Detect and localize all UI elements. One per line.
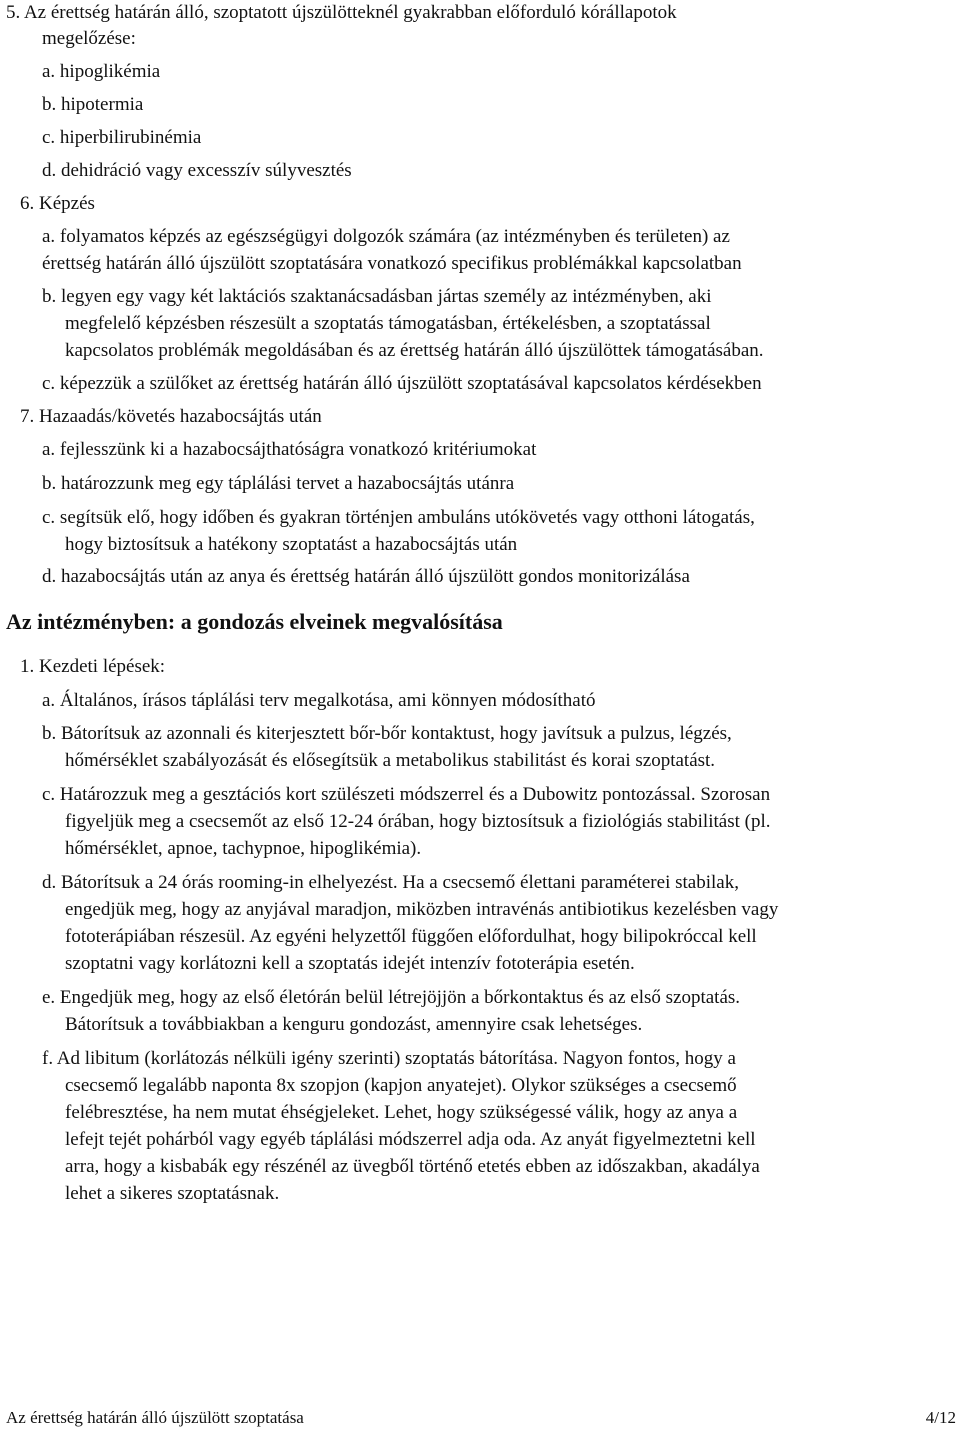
text-line: b. Bátorítsuk az azonnali és kiterjesztett bőr-bőr kontaktust, hogy javítsuk a pulzus, légzés, bbox=[42, 723, 732, 744]
text-line: figyeljük meg a csecsemőt az első 12-24 órában, hogy biztosítsuk a fiziológiás stabilitást (pl. bbox=[65, 811, 771, 832]
text-line: c. Határozzuk meg a gesztációs kort szülészeti módszerrel és a Dubowitz pontozással. Szorosan bbox=[42, 784, 771, 805]
text-line: 5. Az érettség határán álló, szoptatott újszülötteknél gyakrabban előforduló kórállapotok bbox=[6, 2, 677, 23]
text-line: csecsemő legalább naponta 8x szopjon (kapjon anyatejet). Olykor szükséges a csecsemő bbox=[65, 1075, 737, 1096]
text-line: d. hazabocsájtás után az anya és érettség határán álló újszülött gondos monitorizálása bbox=[42, 566, 690, 587]
text-line: c. segítsük elő, hogy időben és gyakran történjen ambuláns utókövetés vagy otthoni látogatás, bbox=[42, 507, 755, 528]
text-line: b. határozzunk meg egy táplálási tervet a hazabocsájtás utánra bbox=[42, 473, 515, 494]
text-line: megfelelő képzésben részesült a szoptatás támogatásban, értékelésben, a szoptatással bbox=[65, 313, 711, 334]
text-line: a. fejlesszünk ki a hazabocsájthatóságra vonatkozó kritériumokat bbox=[42, 439, 537, 460]
section-heading: 1. Kezdeti lépések: bbox=[20, 656, 166, 677]
text-line: f. Ad libitum (korlátozás nélküli igény szerinti) szoptatás bátorítása. Nagyon fontos, hogy a bbox=[42, 1048, 736, 1069]
text-line: lefejt tejét pohárból vagy egyéb táplálási módszerrel adja oda. Az anyát figyelmeztetni kell bbox=[65, 1129, 756, 1150]
text-line: d. Bátorítsuk a 24 órás rooming-in elhelyezést. Ha a csecsemő élettani paraméterei stabilak, bbox=[42, 872, 739, 893]
text-line: hőmérséklet szabályozását és elősegítsük a metabolikus stabilitást és korai szoptatást. bbox=[65, 750, 716, 771]
text-line: lehet a sikeres szoptatásnak. bbox=[65, 1183, 280, 1204]
text-line: b. hipotermia bbox=[42, 94, 144, 115]
text-line: hogy biztosítsuk a hatékony szoptatást a hazabocsájtás után bbox=[65, 534, 518, 555]
section-heading: 6. Képzés bbox=[20, 193, 95, 214]
text-line: a. folyamatos képzés az egészségügyi dolgozók számára (az intézményben és területen) az bbox=[42, 226, 730, 247]
text-line: e. Engedjük meg, hogy az első életórán belül létrejöjjön a bőrkontaktus és az első szoptatás. bbox=[42, 987, 741, 1008]
text-line: szoptatni vagy korlátozni kell a szoptatás idejét intenzív fototerápia esetén. bbox=[65, 953, 635, 974]
main-heading: Az intézményben: a gondozás elveinek megvalósítása bbox=[6, 609, 503, 634]
text-line: arra, hogy a kisbabák egy részénél az üvegből történő etetés ebben az időszakban, akadálya bbox=[65, 1156, 760, 1177]
text-line: a. Általános, írásos táplálási terv megalkotása, ami könnyen módosítható bbox=[42, 690, 596, 711]
text-line: fototerápiában részesül. Az egyéni helyzettől függően előfordulhat, hogy bilipokróccal kell bbox=[65, 926, 757, 947]
footer-title: Az érettség határán álló újszülött szoptatása bbox=[6, 1408, 304, 1427]
text-line: érettség határán álló újszülött szoptatására vonatkozó specifikus problémákkal kapcsolatban bbox=[42, 253, 742, 274]
text-line: c. hiperbilirubinémia bbox=[42, 127, 202, 148]
text-line: kapcsolatos problémák megoldásában és az érettség határán álló újszülöttek támogatásában. bbox=[65, 340, 764, 361]
text-line: engedjük meg, hogy az anyjával maradjon, miközben intravénás antibiotikus kezelésben vagy bbox=[65, 899, 779, 920]
text-line: d. dehidráció vagy excesszív súlyvesztés bbox=[42, 160, 352, 181]
text-line: felébresztése, ha nem mutat éhségjeleket. Lehet, hogy szükségessé válik, hogy az anya a bbox=[65, 1102, 738, 1123]
text-line: a. hipoglikémia bbox=[42, 61, 161, 82]
text-line: hőmérséklet, apnoe, tachypnoe, hipoglikémia). bbox=[65, 838, 422, 859]
text-line: b. legyen egy vagy két laktációs szaktanácsadásban jártas személy az intézményben, aki bbox=[42, 286, 712, 307]
text-line: Bátorítsuk a továbbiakban a kenguru gondozást, amennyire csak lehetséges. bbox=[65, 1014, 643, 1035]
page-number: 4/12 bbox=[925, 1408, 956, 1427]
text-line: megelőzése: bbox=[42, 28, 136, 49]
section-heading: 7. Hazaadás/követés hazabocsájtás után bbox=[20, 406, 322, 427]
text-line: c. képezzük a szülőket az érettség határán álló újszülött szoptatásával kapcsolatos kérdésekben bbox=[42, 373, 762, 394]
